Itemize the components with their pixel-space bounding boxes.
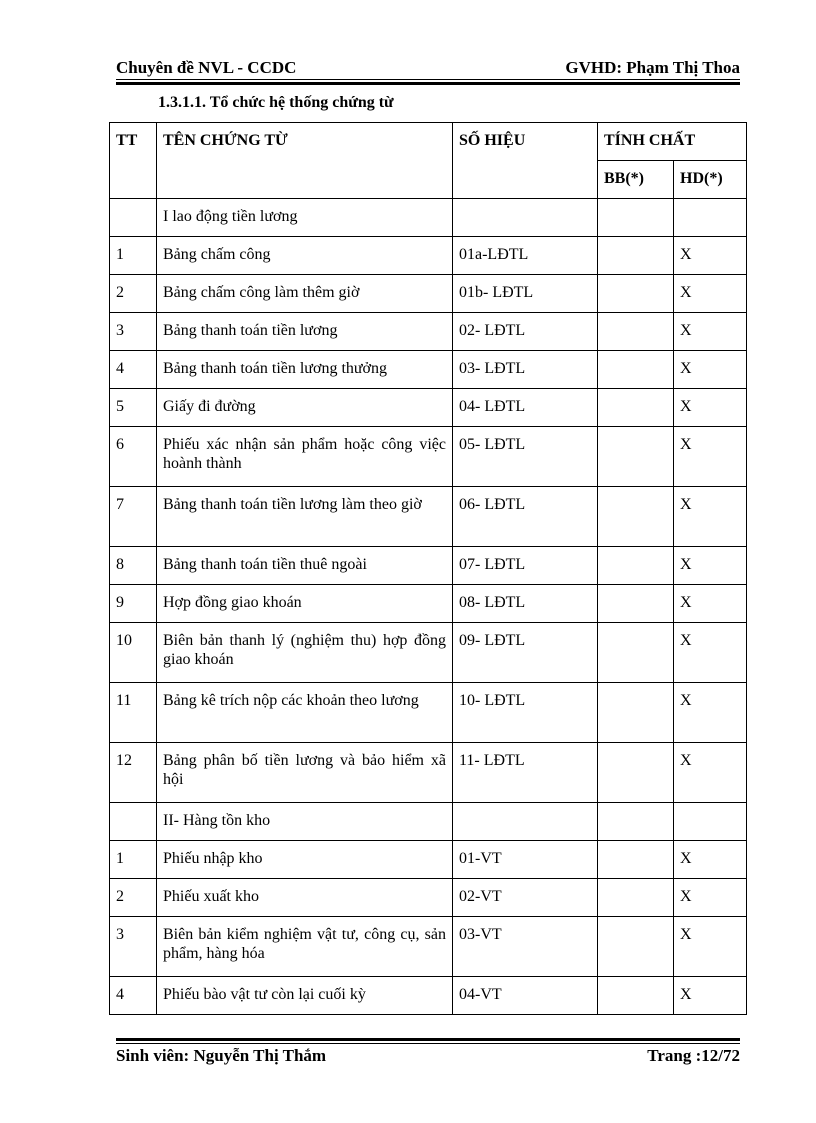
row-number: 6 [110, 427, 157, 487]
guidance-mark: X [674, 585, 747, 623]
document-name: Bảng thanh toán tiền lương [157, 313, 453, 351]
document-name: Bảng phân bố tiền lương và bảo hiểm xã hội [157, 743, 453, 803]
table-row [110, 917, 747, 977]
row-number [110, 199, 157, 237]
header-topic: Chuyên đề NVL - CCDC [116, 58, 297, 77]
guidance-mark: X [674, 977, 747, 1015]
footer-rule-thick [116, 1038, 740, 1041]
document-name: Phiếu xuất kho [157, 879, 453, 917]
documents-table [109, 122, 747, 1015]
document-name: Bảng chấm công [157, 237, 453, 275]
required-mark [598, 841, 674, 879]
column-header-bb: BB(*) [598, 161, 674, 199]
document-code: 03- LĐTL [453, 351, 598, 389]
table-row [110, 199, 747, 237]
footer-page-number: Trang :12/72 [647, 1046, 740, 1065]
document-name: Phiếu bào vật tư còn lại cuối kỳ [157, 977, 453, 1015]
row-number: 4 [110, 351, 157, 389]
column-header-name: TÊN CHỨNG TỪ [157, 123, 453, 199]
required-mark [598, 237, 674, 275]
section-title: 1.3.1.1. Tổ chức hệ thống chứng từ [158, 94, 394, 111]
document-code: 08- LĐTL [453, 585, 598, 623]
table-row [110, 313, 747, 351]
column-header-code: SỐ HIỆU [453, 123, 598, 199]
document-code: 10- LĐTL [453, 683, 598, 743]
document-name: Hợp đồng giao khoán [157, 585, 453, 623]
guidance-mark: X [674, 313, 747, 351]
document-code: 01a-LĐTL [453, 237, 598, 275]
document-code: 09- LĐTL [453, 623, 598, 683]
required-mark [598, 313, 674, 351]
table-header-row [110, 123, 747, 161]
row-number: 10 [110, 623, 157, 683]
document-name: Phiếu nhập kho [157, 841, 453, 879]
row-number: 9 [110, 585, 157, 623]
row-number: 7 [110, 487, 157, 547]
document-name: Bảng chấm công làm thêm giờ [157, 275, 453, 313]
required-mark [598, 917, 674, 977]
row-number: 5 [110, 389, 157, 427]
guidance-mark: X [674, 841, 747, 879]
table-row [110, 879, 747, 917]
table-row [110, 547, 747, 585]
guidance-mark: X [674, 743, 747, 803]
page-footer [116, 1046, 740, 1068]
guidance-mark: X [674, 351, 747, 389]
required-mark [598, 683, 674, 743]
document-code: 01b- LĐTL [453, 275, 598, 313]
row-number: 11 [110, 683, 157, 743]
required-mark [598, 585, 674, 623]
required-mark [598, 977, 674, 1015]
row-number: 1 [110, 841, 157, 879]
row-number: 4 [110, 977, 157, 1015]
footer-rule-thin [116, 1043, 740, 1044]
document-code [453, 199, 598, 237]
header-rule-thick [116, 82, 740, 85]
document-code: 02-VT [453, 879, 598, 917]
row-number: 12 [110, 743, 157, 803]
required-mark [598, 427, 674, 487]
required-mark [598, 803, 674, 841]
page-header [116, 58, 740, 80]
required-mark [598, 623, 674, 683]
footer-student: Sinh viên: Nguyễn Thị Thắm [116, 1046, 327, 1065]
required-mark [598, 389, 674, 427]
guidance-mark [674, 199, 747, 237]
document-name: I lao động tiền lương [157, 199, 453, 237]
guidance-mark: X [674, 275, 747, 313]
table-row [110, 683, 747, 743]
document-name: Giấy đi đường [157, 389, 453, 427]
document-name: Phiếu xác nhận sản phẩm hoặc công việc hoành thành [157, 427, 453, 487]
required-mark [598, 351, 674, 389]
document-code: 07- LĐTL [453, 547, 598, 585]
document-name: Bảng thanh toán tiền lương làm theo giờ [157, 487, 453, 547]
table-row [110, 803, 747, 841]
column-header-nature: TÍNH CHẤT [598, 123, 747, 161]
column-header-hd: HD(*) [674, 161, 747, 199]
document-name: Biên bản thanh lý (nghiệm thu) hợp đồng giao khoán [157, 623, 453, 683]
row-number: 3 [110, 313, 157, 351]
table-row [110, 841, 747, 879]
document-name: Biên bản kiểm nghiệm vật tư, công cụ, sản phẩm, hàng hóa [157, 917, 453, 977]
row-number: 3 [110, 917, 157, 977]
row-number: 2 [110, 879, 157, 917]
document-name: Bảng thanh toán tiền thuê ngoài [157, 547, 453, 585]
document-code: 04- LĐTL [453, 389, 598, 427]
guidance-mark: X [674, 389, 747, 427]
document-code: 06- LĐTL [453, 487, 598, 547]
header-supervisor: GVHD: Phạm Thị Thoa [565, 58, 740, 77]
document-name: II- Hàng tồn kho [157, 803, 453, 841]
document-name: Bảng thanh toán tiền lương thưởng [157, 351, 453, 389]
document-name: Bảng kê trích nộp các khoản theo lương [157, 683, 453, 743]
required-mark [598, 199, 674, 237]
column-header-tt: TT [110, 123, 157, 199]
document-code: 04-VT [453, 977, 598, 1015]
guidance-mark: X [674, 547, 747, 585]
table-row [110, 585, 747, 623]
guidance-mark: X [674, 427, 747, 487]
document-code: 01-VT [453, 841, 598, 879]
guidance-mark [674, 803, 747, 841]
table-row [110, 351, 747, 389]
table-row [110, 427, 747, 487]
row-number: 8 [110, 547, 157, 585]
document-code: 11- LĐTL [453, 743, 598, 803]
required-mark [598, 547, 674, 585]
row-number: 2 [110, 275, 157, 313]
table-row [110, 487, 747, 547]
table-row [110, 275, 747, 313]
required-mark [598, 275, 674, 313]
guidance-mark: X [674, 487, 747, 547]
table-row [110, 743, 747, 803]
required-mark [598, 879, 674, 917]
table-row [110, 389, 747, 427]
row-number: 1 [110, 237, 157, 275]
guidance-mark: X [674, 917, 747, 977]
table-row [110, 977, 747, 1015]
required-mark [598, 743, 674, 803]
guidance-mark: X [674, 879, 747, 917]
document-code: 02- LĐTL [453, 313, 598, 351]
guidance-mark: X [674, 237, 747, 275]
row-number [110, 803, 157, 841]
table-row [110, 237, 747, 275]
document-code: 05- LĐTL [453, 427, 598, 487]
document-code: 03-VT [453, 917, 598, 977]
required-mark [598, 487, 674, 547]
guidance-mark: X [674, 623, 747, 683]
document-code [453, 803, 598, 841]
guidance-mark: X [674, 683, 747, 743]
table-row [110, 623, 747, 683]
header-rule-thin [116, 79, 740, 80]
